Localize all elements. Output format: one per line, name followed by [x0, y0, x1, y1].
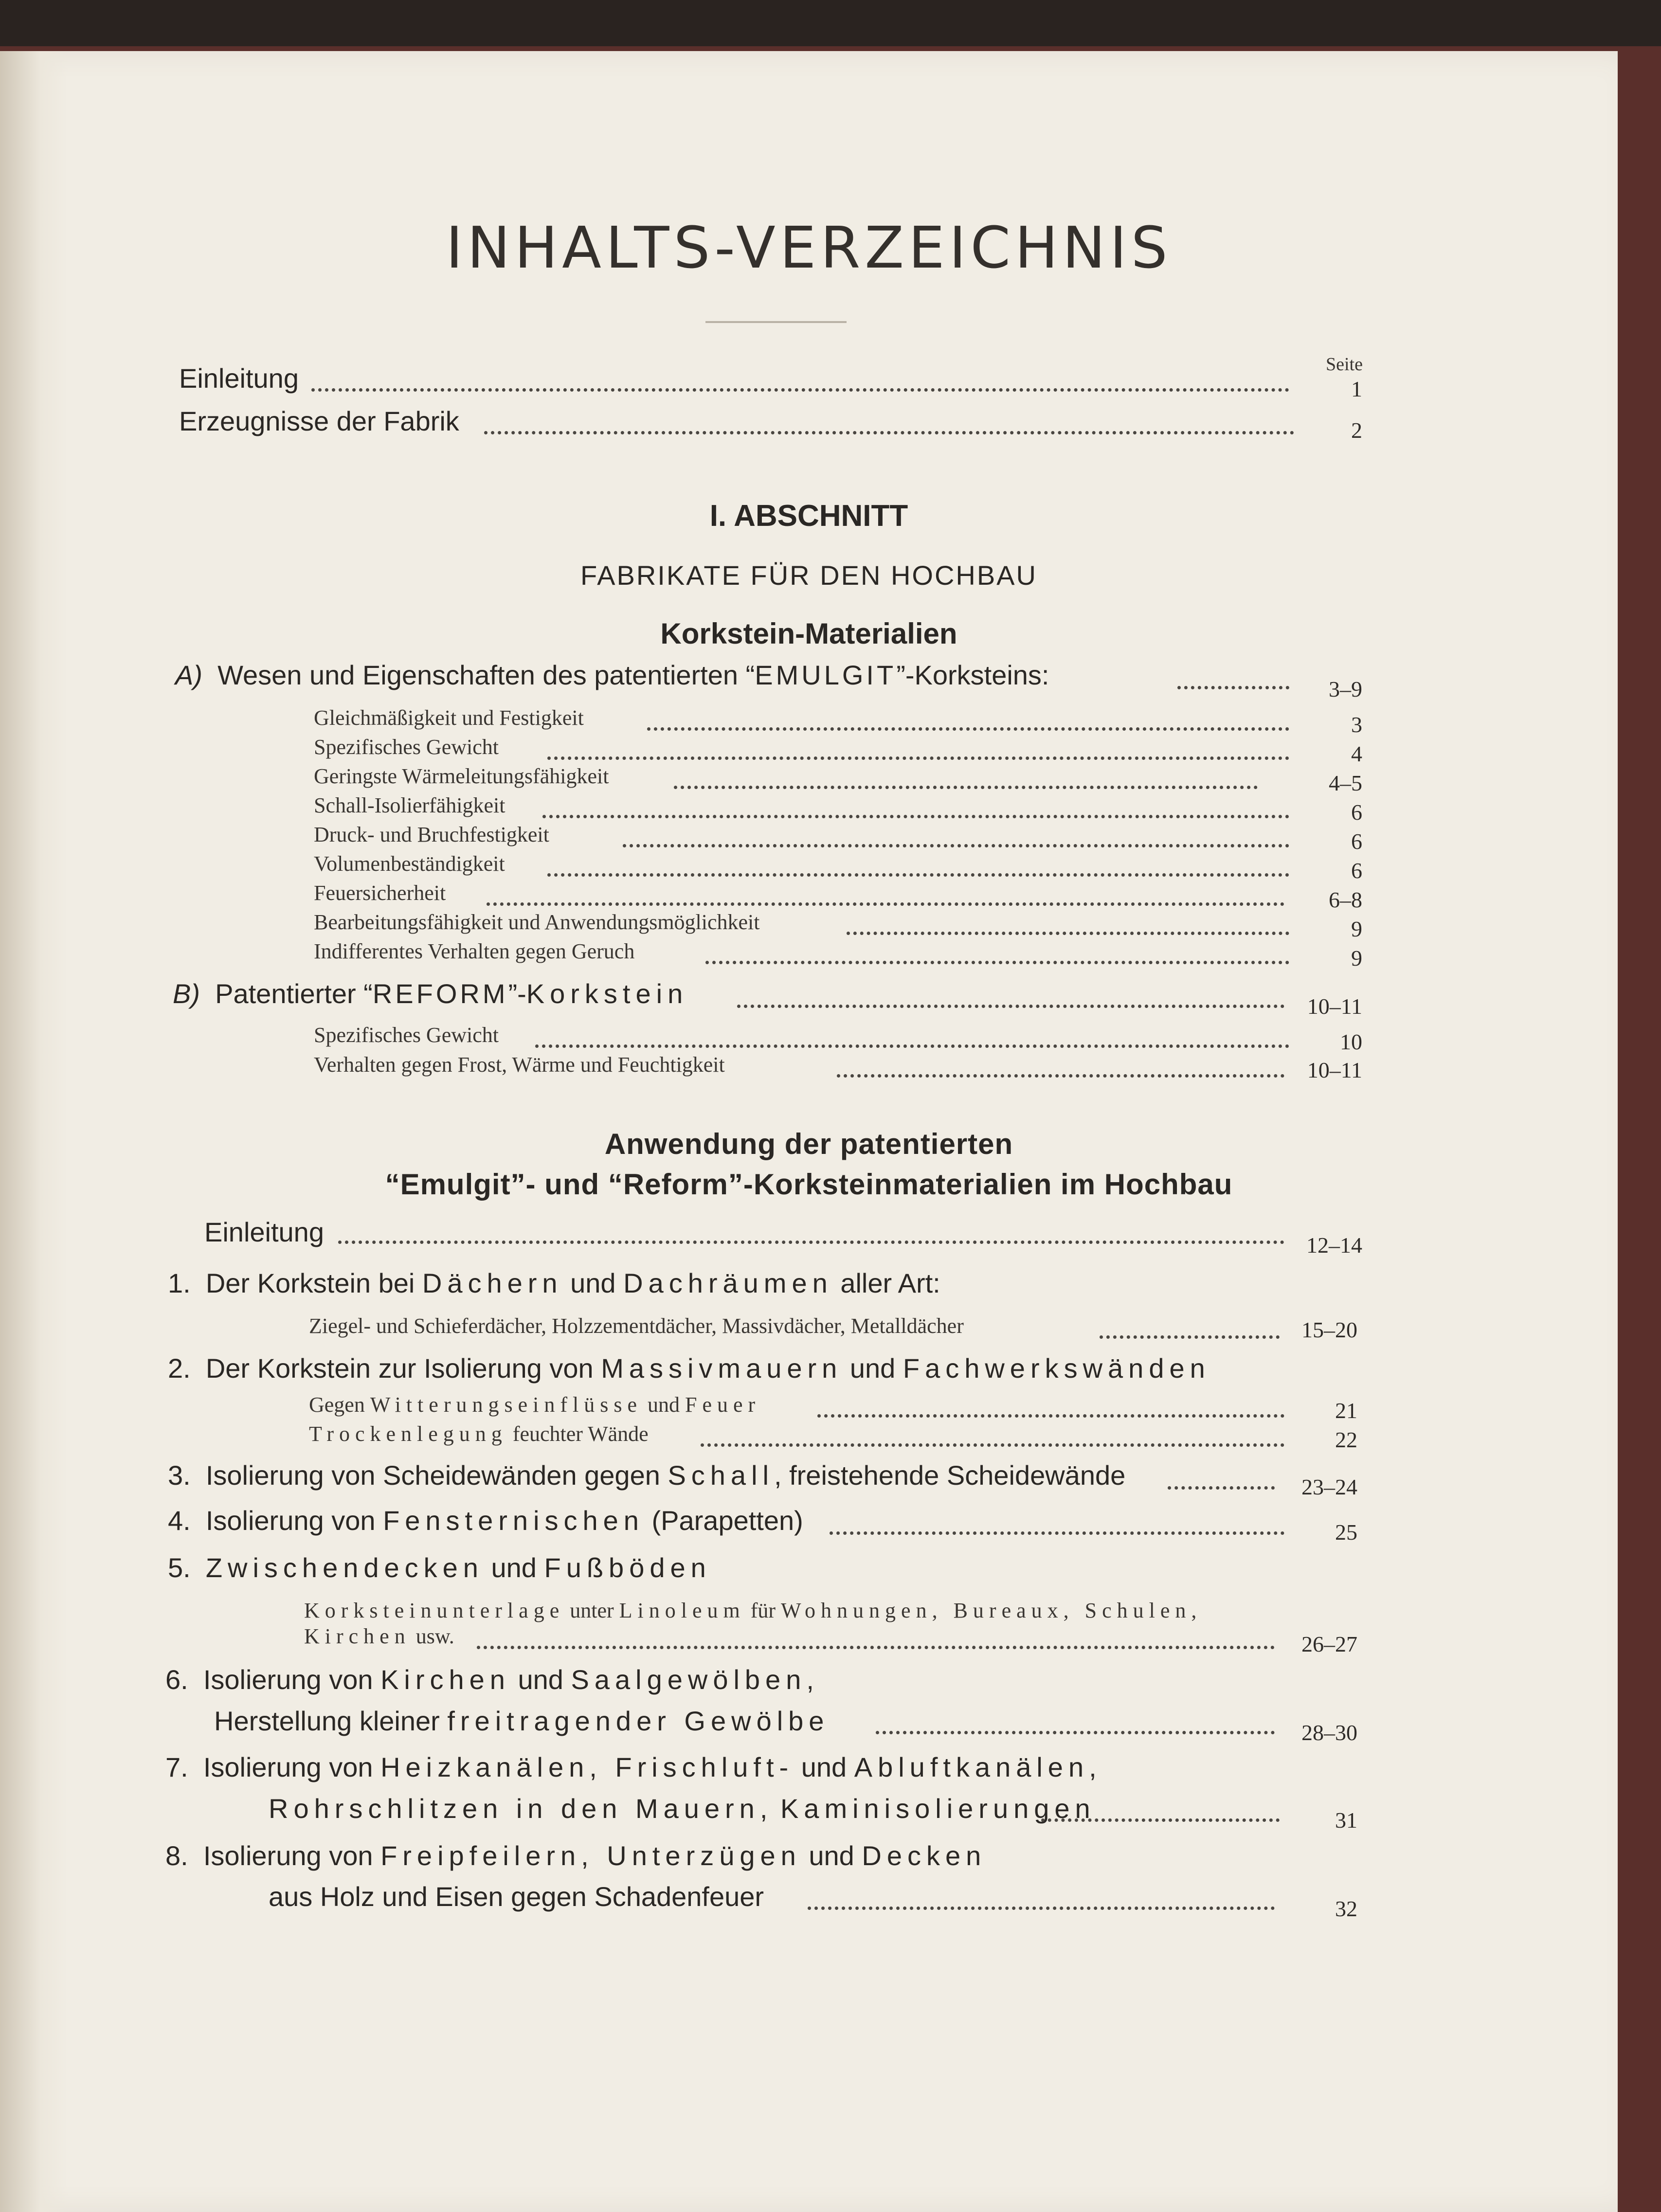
toc-page-number: 2 — [1351, 418, 1362, 443]
toc-item-1 — [168, 1267, 940, 1299]
sub-spaced-text: Trockenlegung — [309, 1422, 507, 1446]
leader-dots — [1100, 1316, 1280, 1339]
leader-dots — [847, 912, 1289, 935]
toc-page-number: 4 — [1351, 741, 1362, 766]
item-spaced-text: Abluftkanälen, — [854, 1752, 1102, 1782]
toc-subentry — [309, 1392, 760, 1417]
item-text: Isolierung von — [203, 1840, 373, 1871]
toc-entry-erzeugnisse: Erzeugnisse der Fabrik — [179, 406, 459, 436]
toc-item-3 — [168, 1459, 1125, 1491]
leader-dots — [484, 412, 1294, 434]
leader-dots — [311, 369, 1289, 392]
toc-subentry: Bearbeitungsfähigkeit und Anwendungsmöglichkeit — [314, 910, 760, 934]
item-text: , freistehende Scheidewände — [774, 1460, 1126, 1491]
item-spaced-text: Fensternischen — [383, 1505, 644, 1536]
toc-subentry — [304, 1624, 454, 1649]
leader-dots — [623, 825, 1289, 847]
toc-item-6-line2 — [214, 1705, 829, 1737]
item-text: und — [491, 1552, 537, 1583]
toc-page-number: 4–5 — [1329, 771, 1362, 795]
item-number: 3. — [168, 1460, 191, 1491]
item-spaced-text: Dächern — [422, 1268, 563, 1298]
item-number: 2. — [168, 1353, 191, 1384]
item-text: (Parapetten) — [651, 1505, 803, 1536]
item-number: 4. — [168, 1505, 191, 1536]
item-text: Isolierung von — [203, 1664, 373, 1695]
toc-item-8-line2: aus Holz und Eisen gegen Schadenfeuer — [269, 1881, 764, 1912]
toc-entry-einleitung-2: Einleitung — [204, 1217, 324, 1247]
leader-dots — [477, 1626, 1275, 1649]
toc-item-8 — [165, 1840, 986, 1871]
item-spaced-text: Fußböden — [544, 1552, 711, 1583]
leader-dots — [647, 708, 1289, 731]
item-spaced-text: Massivmauern — [601, 1353, 843, 1384]
item-number: 1. — [168, 1268, 191, 1298]
toc-subentry: Ziegel- und Schieferdächer, Holzzementdächer, Massivdächer, Metalldächer — [309, 1314, 964, 1338]
toc-entry-einleitung: Einleitung — [179, 363, 299, 394]
leader-dots — [701, 1424, 1284, 1447]
toc-page-number: 6 — [1351, 858, 1362, 883]
section2-heading-line2: “Emulgit”- und “Reform”-Korksteinmaterialien im Hochbau — [385, 1168, 1233, 1201]
leader-dots — [830, 1512, 1284, 1535]
item-text: und — [809, 1840, 854, 1871]
toc-page-number: 22 — [1335, 1427, 1357, 1452]
part-marker: A) — [175, 660, 202, 690]
page-column-label: Seite — [1326, 354, 1363, 375]
part-spaced-name: Korkstein — [526, 978, 688, 1009]
leader-dots — [487, 883, 1284, 906]
toc-page-number: 32 — [1335, 1896, 1357, 1921]
leader-dots — [1168, 1467, 1275, 1490]
toc-item-4 — [168, 1505, 803, 1536]
section-heading: I. ABSCHNITT — [709, 499, 908, 533]
leader-dots — [674, 766, 1258, 789]
toc-page-number: 25 — [1335, 1520, 1357, 1545]
leader-dots — [808, 1887, 1275, 1910]
sub-text: usw. — [415, 1624, 454, 1648]
item-spaced-text: Saalgewölben, — [571, 1664, 819, 1695]
leader-dots — [705, 941, 1289, 964]
part-spaced-name: EMULGIT — [755, 660, 897, 690]
title-divider — [705, 321, 847, 323]
leader-dots — [547, 737, 1289, 760]
item-spaced-text: Rohrschlitzen in den Mauern, — [269, 1793, 773, 1824]
toc-subentry — [309, 1421, 649, 1446]
toc-page-number: 3 — [1351, 712, 1362, 737]
item-spaced-text: Zwischendecken — [205, 1552, 484, 1583]
toc-page-number: 1 — [1351, 377, 1362, 401]
toc-item-2 — [168, 1352, 1210, 1384]
toc-page-number: 10–11 — [1307, 994, 1362, 1019]
part-text: ”- — [508, 978, 526, 1009]
part-marker: B) — [173, 978, 200, 1009]
toc-page-number: 21 — [1335, 1398, 1357, 1423]
item-text: Isolierung von — [203, 1752, 373, 1782]
item-text: aller Art: — [840, 1268, 940, 1298]
group-title: Korkstein-Materialien — [660, 617, 957, 650]
leader-dots — [817, 1395, 1284, 1418]
item-spaced-text: Schall — [668, 1460, 774, 1491]
item-text: und — [518, 1664, 563, 1695]
toc-page-number: 26–27 — [1301, 1632, 1357, 1656]
toc-page-number: 15–20 — [1301, 1317, 1357, 1342]
item-text: Der Korkstein zur Isolierung von — [205, 1353, 594, 1384]
sub-spaced-text: Feuer — [685, 1393, 761, 1417]
item-number: 8. — [165, 1840, 188, 1871]
leader-dots — [1041, 1799, 1280, 1822]
sub-text: Gegen — [309, 1393, 365, 1417]
item-spaced-text: Kirchen — [380, 1664, 510, 1695]
toc-item-6 — [165, 1664, 819, 1695]
sub-spaced-text: Kirchen — [304, 1624, 411, 1648]
leader-dots — [547, 854, 1289, 877]
toc-subentry: Spezifisches Gewicht — [314, 735, 499, 759]
toc-page-number: 10–11 — [1307, 1058, 1362, 1082]
toc-page-number: 9 — [1351, 917, 1362, 941]
toc-subentry: Spezifisches Gewicht — [314, 1023, 499, 1047]
sub-spaced-text: Korksteinunterlage — [304, 1599, 565, 1622]
item-spaced-text: Dachräumen — [623, 1268, 833, 1298]
toc-subentry: Gleichmäßigkeit und Festigkeit — [314, 706, 584, 730]
leader-dots — [837, 1055, 1284, 1078]
toc-page-number: 6–8 — [1329, 887, 1362, 912]
item-number: 6. — [165, 1664, 188, 1695]
part-text: ”-Korksteins: — [896, 660, 1049, 690]
sub-text: unter — [570, 1599, 614, 1622]
item-text: Herstellung kleiner — [214, 1706, 440, 1736]
page-title: INHALTS-VERZEICHNIS — [446, 214, 1172, 281]
item-spaced-text: Kaminisolierungen — [780, 1793, 1096, 1824]
section-subheading: FABRIKATE FÜR DEN HOCHBAU — [580, 560, 1037, 591]
toc-item-7-line2 — [269, 1793, 1096, 1824]
toc-part-b — [173, 978, 688, 1009]
sub-text: und — [648, 1393, 680, 1417]
item-spaced-text: freitragender Gewölbe — [447, 1706, 830, 1736]
toc-item-5 — [168, 1552, 711, 1583]
toc-subentry: Verhalten gegen Frost, Wärme und Feuchtigkeit — [314, 1053, 725, 1077]
toc-page-number: 3–9 — [1329, 677, 1362, 701]
section2-heading-line1: Anwendung der patentierten — [604, 1128, 1013, 1160]
leader-dots — [535, 1025, 1289, 1048]
leader-dots — [876, 1711, 1275, 1734]
toc-page-number: 28–30 — [1301, 1720, 1357, 1745]
toc-subentry: Volumenbeständigkeit — [314, 852, 505, 876]
toc-page-number: 31 — [1335, 1808, 1357, 1833]
toc-page-number: 9 — [1351, 946, 1362, 971]
sub-spaced-text: Wohnungen, Bureaux, Schulen, — [781, 1599, 1202, 1622]
item-spaced-text: Fachwerkswänden — [903, 1353, 1210, 1384]
toc-subentry — [304, 1598, 1202, 1623]
toc-subentry: Feuersicherheit — [314, 881, 446, 905]
toc-page-number: 12–14 — [1306, 1233, 1362, 1258]
item-text: Isolierung von — [205, 1505, 376, 1536]
toc-page-number: 23–24 — [1301, 1475, 1357, 1499]
toc-page-number: 6 — [1351, 829, 1362, 854]
toc-subentry: Geringste Wärmeleitungsfähigkeit — [314, 764, 609, 788]
toc-subentry: Indifferentes Verhalten gegen Geruch — [314, 939, 635, 963]
leader-dots — [338, 1221, 1284, 1244]
sub-spaced-text: Linoleum — [619, 1599, 745, 1622]
item-number: 7. — [165, 1752, 188, 1782]
toc-page-number: 10 — [1340, 1029, 1362, 1054]
part-spaced-name: REFORM — [372, 978, 508, 1009]
toc-item-7 — [165, 1751, 1102, 1783]
item-text: Isolierung von Scheidewänden gegen — [205, 1460, 660, 1491]
item-number: 5. — [168, 1552, 191, 1583]
part-text: Wesen und Eigenschaften des patentierten “ — [217, 660, 755, 690]
toc-subentry: Druck- und Bruchfestigkeit — [314, 823, 549, 846]
sub-spaced-text: Witterungseinflüsse — [370, 1393, 642, 1417]
toc-subentry: Schall-Isolierfähigkeit — [314, 793, 506, 817]
sub-text: feuchter Wände — [512, 1422, 649, 1446]
toc-part-a — [175, 659, 1049, 691]
item-text: Der Korkstein bei — [205, 1268, 415, 1298]
item-text: und — [570, 1268, 616, 1298]
sub-text: für — [750, 1599, 776, 1622]
part-text: Patentierter “ — [215, 978, 373, 1009]
leader-dots — [1177, 666, 1289, 689]
item-text: und — [849, 1353, 896, 1384]
item-text: und — [801, 1752, 847, 1782]
item-spaced-text: Decken — [862, 1840, 987, 1871]
toc-page-number: 6 — [1351, 800, 1362, 825]
item-spaced-text: Freipfeilern, Unterzügen — [380, 1840, 801, 1871]
leader-dots — [542, 795, 1289, 818]
item-spaced-text: Heizkanälen, Frischluft- — [380, 1752, 794, 1782]
leader-dots — [737, 985, 1284, 1008]
